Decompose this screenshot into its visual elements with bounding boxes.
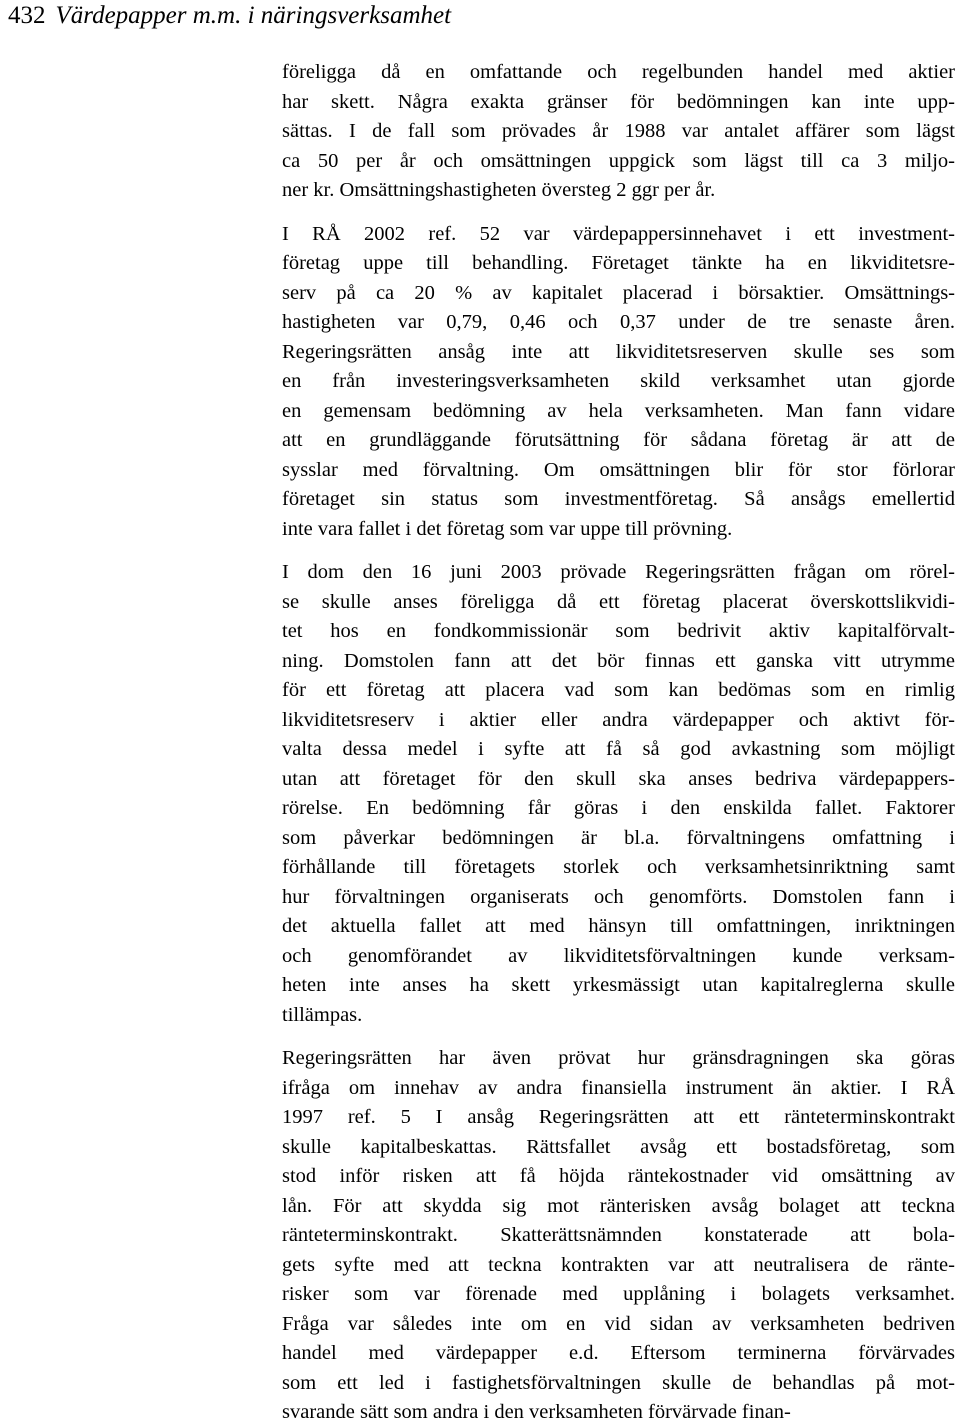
text-line: ränteterminskontrakt. Skatterättsnämnden konstaterade att bola-: [282, 1224, 955, 1246]
text-line: skulle kapitalbeskattas. Rättsfallet avsåg ett bostadsföretag, som: [282, 1135, 955, 1158]
text-line: ning. Domstolen fann att det bör finnas ett ganska vitt utrymme: [282, 649, 955, 672]
text-line: tillämpas.: [282, 1003, 363, 1026]
text-line: Regeringsrätten har även prövat hur gränsdragningen ska göras: [282, 1047, 955, 1069]
paragraph-gap: [282, 1030, 955, 1044]
text-line: gets syfte med att teckna kontrakten var att neutralisera de ränte-: [282, 1253, 955, 1276]
text-line: lån. För att skydda sig mot ränterisken avsåg bolaget att teckna: [282, 1194, 955, 1217]
page-number: 432: [8, 2, 46, 29]
text-line: rörelse. En bedömning får göras i den enskilda fallet. Faktorer: [282, 797, 955, 819]
text-line: se skulle anses föreligga då ett företag placerat överskottslikvidi-: [282, 590, 955, 613]
text-line: Fråga var således inte om en vid sidan av verksamheten bedriven: [282, 1312, 955, 1335]
text-line: sättas. I de fall som prövades år 1988 var antalet affärer som lägst: [282, 120, 955, 142]
text-line: likviditetsreserv i aktier eller andra värdepapper och aktivt för-: [282, 708, 955, 731]
text-line: risker som var förenade med upplåning i bolagets verksamhet.: [282, 1283, 955, 1305]
text-line: ner kr. Omsättningshastigheten översteg 2 ggr per år.: [282, 179, 716, 201]
body-text: [282, 58, 955, 1428]
text-line: det aktuella fallet att med hänsyn till omfattningen, inriktningen: [282, 915, 955, 937]
text-line: för ett företag att placera vad som kan bedömas som en rimlig: [282, 679, 955, 701]
text-line: I dom den 16 juni 2003 prövade Regeringsrätten frågan om rörel-: [282, 561, 955, 583]
text-line: stod inför risken att få höjda räntekostnader vid omsättning av: [282, 1165, 955, 1187]
text-line: som påverkar bedömningen är bl.a. förvaltningens omfattning i: [282, 826, 955, 849]
text-line: ca 50 per år och omsättningen uppgick som lägst till ca 3 miljo-: [282, 149, 955, 172]
text-line: I RÅ 2002 ref. 52 var värdepappersinnehavet i ett investment-: [282, 222, 955, 245]
running-header: [8, 0, 451, 32]
paragraph-gap: [282, 206, 955, 220]
text-line: tet hos en fondkommissionär som bedrivit aktiv kapitalförvalt-: [282, 620, 955, 642]
paragraph: [282, 558, 955, 1030]
text-line: hastigheten var 0,79, 0,46 och 0,37 under de tre senaste åren.: [282, 311, 955, 333]
text-line: ifråga om innehav av andra finansiella instrument än aktier. I RÅ: [282, 1076, 955, 1099]
text-line: utan att företaget för den skull ska anses bedriva värdepappers-: [282, 767, 955, 790]
text-line: en gemensam bedömning av hela verksamheten. Man fann vidare: [282, 399, 955, 422]
text-line: Regeringsrätten ansåg inte att likviditetsreserven skulle ses som: [282, 340, 955, 363]
text-line: heten inte anses ha skett yrkesmässigt utan kapitalreglerna skulle: [282, 974, 955, 996]
text-line: att en grundläggande förutsättning för sådana företag är att de: [282, 429, 955, 451]
text-line: en från investeringsverksamheten skild verksamhet utan gjorde: [282, 370, 955, 392]
text-line: har skett. Några exakta gränser för bedömningen kan inte upp-: [282, 90, 955, 113]
text-line: som ett led i fastighetsförvaltningen skulle de behandlas på mot-: [282, 1371, 955, 1394]
text-line: och genomförandet av likviditetsförvaltningen kunde verksam-: [282, 944, 955, 967]
paragraph: [282, 58, 955, 206]
text-line: företag uppe till behandling. Företaget tänkte ha en likviditetsre-: [282, 252, 955, 274]
text-line: förhållande till företagets storlek och verksamhetsinriktning samt: [282, 856, 955, 878]
chapter-title: Värdepapper m.m. i näringsverksamhet: [55, 2, 452, 29]
text-line: svarande sätt som andra i den verksamheten förvärvade finan-: [282, 1401, 791, 1423]
paragraph: [282, 1044, 955, 1428]
text-line: hur förvaltningen organiserats och genomförts. Domstolen fann i: [282, 885, 955, 908]
text-line: sysslar med förvaltning. Om omsättningen blir för stor förlorar: [282, 458, 955, 481]
text-line: föreligga då en omfattande och regelbunden handel med aktier: [282, 61, 955, 83]
text-line: 1997 ref. 5 I ansåg Regeringsrätten att ett ränteterminskontrakt: [282, 1106, 955, 1128]
paragraph-gap: [282, 544, 955, 558]
paragraph: [282, 220, 955, 545]
text-line: inte vara fallet i det företag som var uppe till prövning.: [282, 517, 733, 540]
text-line: serv på ca 20 % av kapitalet placerad i börsaktier. Omsättnings-: [282, 281, 955, 304]
text-line: handel med värdepapper e.d. Eftersom terminerna förvärvades: [282, 1342, 955, 1364]
text-line: valta dessa medel i syfte att få så god avkastning som möjligt: [282, 738, 955, 760]
text-line: företaget sin status som investmentföretag. Så ansågs emellertid: [282, 488, 955, 510]
